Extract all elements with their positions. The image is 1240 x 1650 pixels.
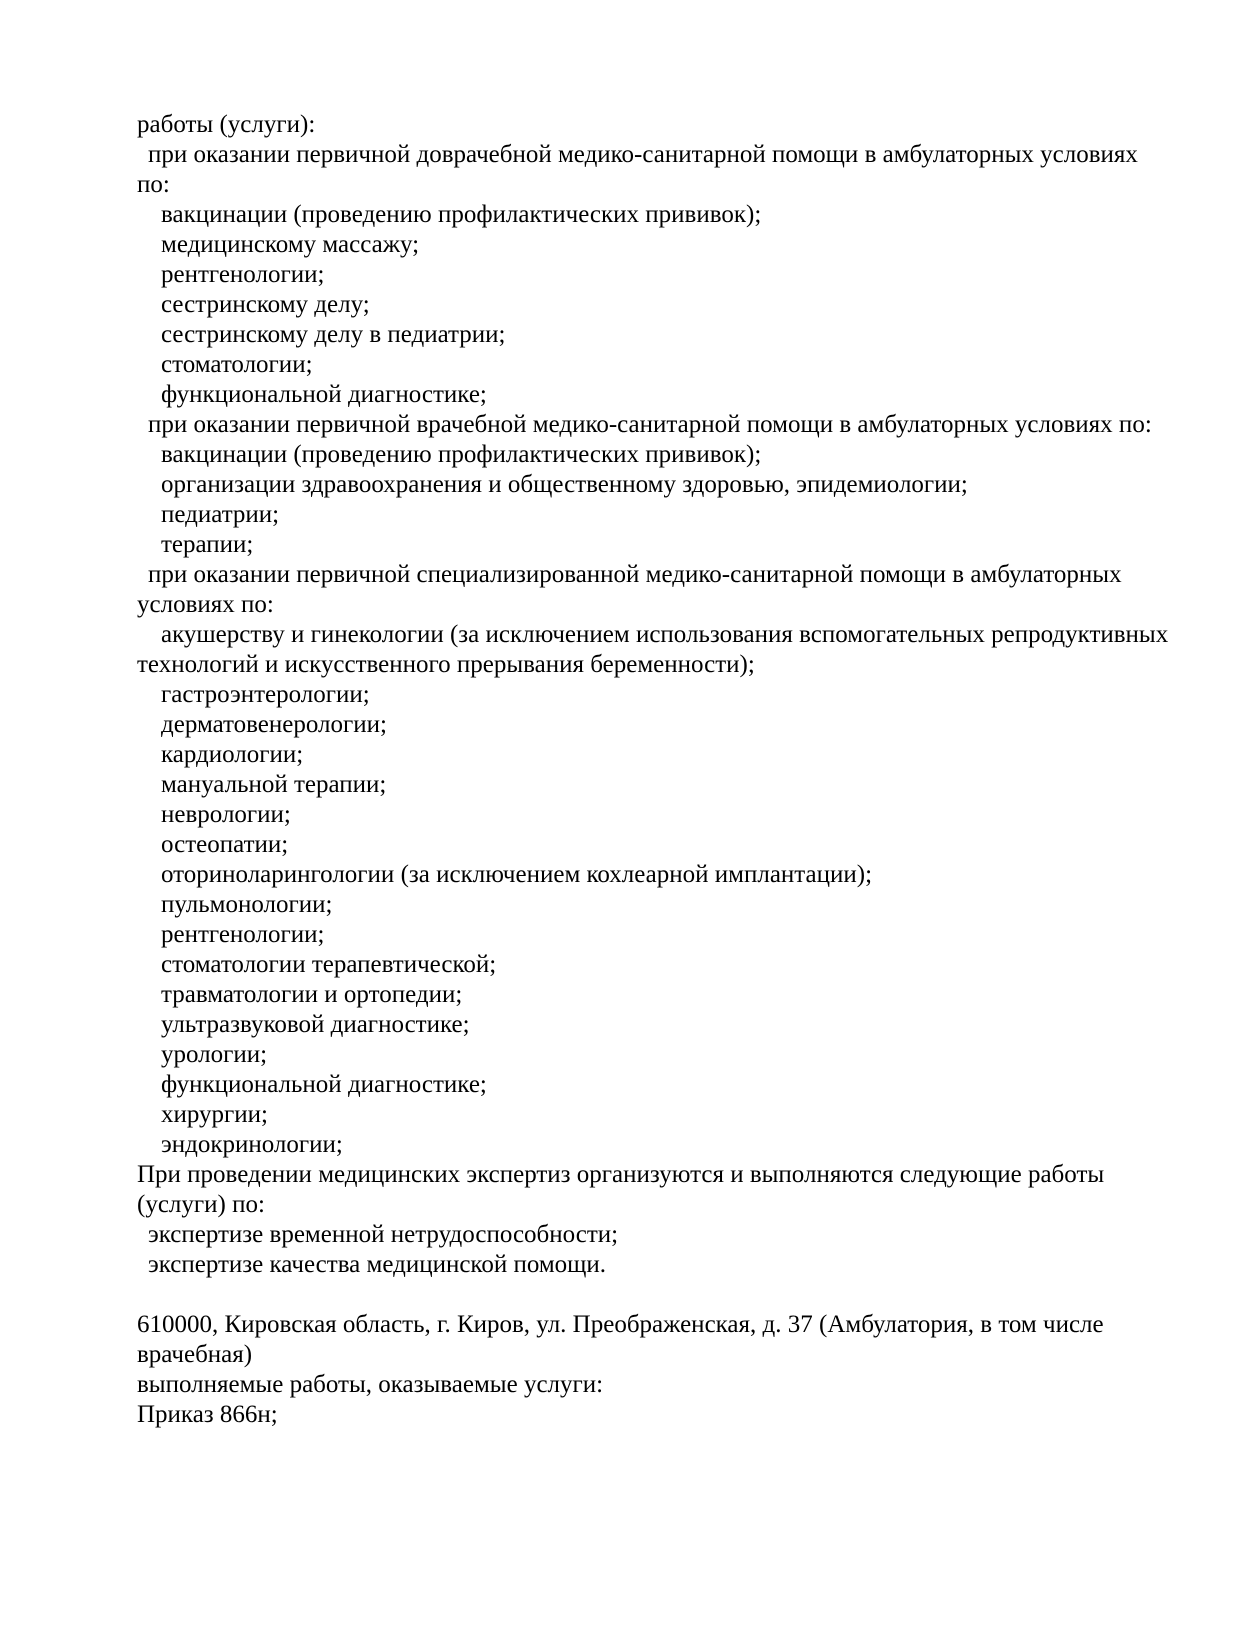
text-line: дерматовенерологии;	[161, 711, 387, 738]
text-line: организации здравоохранения и общественному здоровью, эпидемиологии;	[161, 471, 968, 498]
text-line: педиатрии;	[161, 501, 280, 528]
text-line: экспертизе качества медицинской помощи.	[148, 1251, 607, 1278]
text-line: вакцинации (проведению профилактических прививок);	[161, 441, 762, 468]
text-line: мануальной терапии;	[161, 771, 387, 798]
text-line: (услуги) по:	[137, 1191, 265, 1218]
text-line: медицинскому массажу;	[161, 231, 420, 258]
text-line: гастроэнтерологии;	[161, 681, 370, 708]
text-line: сестринскому делу в педиатрии;	[161, 321, 506, 348]
text-line: пульмонологии;	[161, 891, 333, 918]
text-line	[137, 1280, 1240, 1310]
text-line: по:	[137, 171, 170, 198]
text-line: урологии;	[161, 1041, 268, 1068]
text-line: травматологии и ортопедии;	[161, 981, 463, 1008]
text-line: при оказании первичной доврачебной медико-санитарной помощи в амбулаторных условиях	[148, 141, 1138, 168]
text-line: рентгенологии;	[161, 261, 325, 288]
text-line: технологий и искусственного прерывания беременности);	[137, 651, 755, 678]
text-line: при оказании первичной врачебной медико-санитарной помощи в амбулаторных условиях по:	[148, 411, 1152, 438]
document-text-block	[137, 110, 1240, 1430]
text-line: неврологии;	[161, 801, 291, 828]
text-line: 610000, Кировская область, г. Киров, ул. Преображенская, д. 37 (Амбулатория, в том числе	[137, 1311, 1104, 1338]
text-line: врачебная)	[137, 1341, 253, 1368]
text-line: хирургии;	[161, 1101, 269, 1128]
text-line: сестринскому делу;	[161, 291, 370, 318]
text-line: эндокринологии;	[161, 1131, 343, 1158]
text-line: функциональной диагностике;	[161, 381, 487, 408]
text-line: стоматологии терапевтической;	[161, 951, 497, 978]
text-line: стоматологии;	[161, 351, 313, 378]
text-line: ультразвуковой диагностике;	[161, 1011, 470, 1038]
text-line: кардиологии;	[161, 741, 304, 768]
text-line: оториноларингологии (за исключением кохлеарной имплантации);	[161, 861, 873, 888]
text-line: функциональной диагностике;	[161, 1071, 487, 1098]
text-line: работы (услуги):	[137, 111, 316, 138]
text-line: вакцинации (проведению профилактических прививок);	[161, 201, 762, 228]
text-line: при оказании первичной специализированной медико-санитарной помощи в амбулаторных	[148, 561, 1122, 588]
text-line: выполняемые работы, оказываемые услуги:	[137, 1371, 604, 1398]
text-line: При проведении медицинских экспертиз организуются и выполняются следующие работы	[137, 1161, 1105, 1188]
text-line: условиях по:	[137, 591, 274, 618]
text-line: акушерству и гинекологии (за исключением использования вспомогательных репродуктивных	[161, 621, 1169, 648]
text-line: экспертизе временной нетрудоспособности;	[148, 1221, 619, 1248]
text-line: остеопатии;	[161, 831, 289, 858]
text-line: Приказ 866н;	[137, 1401, 278, 1428]
text-line: рентгенологии;	[161, 921, 325, 948]
text-line: терапии;	[161, 531, 254, 558]
